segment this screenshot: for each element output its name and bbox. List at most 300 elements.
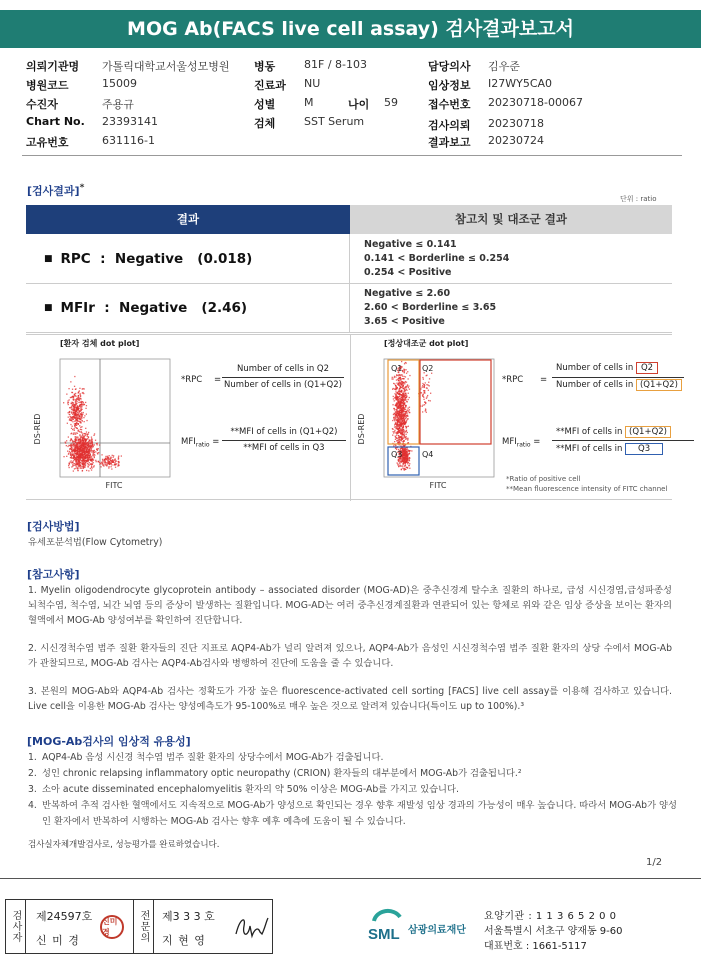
plot-dot [75, 424, 76, 425]
plot-dot [397, 412, 398, 413]
plot-dot [395, 411, 396, 412]
plot-dot [396, 399, 397, 400]
plot-dot [403, 463, 404, 464]
plot-dot [95, 451, 96, 452]
plot-dot [407, 371, 408, 372]
plot-dot [396, 374, 397, 375]
plot-dot [83, 412, 84, 413]
plot-dot [406, 413, 407, 414]
result-heading: [검사결과]* [27, 182, 85, 198]
plot-dot [405, 426, 406, 427]
plot-dot [403, 396, 404, 397]
plot-dot [75, 464, 76, 465]
reference-paragraph-2: 2. 시신경척수염 범주 질환 환자들의 진단 지표로 AQP4-Ab가 널리 알려져 있으나, AQP4-Ab가 음성인 시신경척수염 범주 질환 환자의 상당 수에서 MOG-Ab가 관찰되므로, MOG-Ab 검사는 AQP4-Ab검사와 병행하여 진단에 도움을 줄 수 있습니다. [28, 643, 672, 669]
plot-dot [74, 453, 75, 454]
mfi-numerator: **MFI of cells in (Q1+Q2) [230, 427, 338, 437]
info-label: Chart No. [26, 115, 85, 128]
plot-dot [73, 432, 74, 433]
plot-dot [86, 405, 87, 406]
plot-dot [396, 440, 397, 441]
plot-dot [78, 418, 79, 419]
plot-dot [70, 407, 71, 408]
plot-dot [73, 463, 74, 464]
plot-dot [77, 412, 78, 413]
plot-dot [118, 461, 119, 462]
patient-dot-plot [34, 351, 174, 491]
plot-dot [118, 458, 119, 459]
plot-dot [401, 402, 402, 403]
plot-dot [74, 405, 75, 406]
plot-dot [78, 396, 79, 397]
plot-dot [115, 467, 116, 468]
plot-dot [424, 384, 425, 385]
plot-dot [77, 407, 78, 408]
plot-dot [409, 389, 410, 390]
plot-dot [109, 455, 110, 456]
plot-dot [409, 463, 410, 464]
plot-dot [78, 406, 79, 407]
plot-dot [84, 415, 85, 416]
plot-dot [401, 394, 402, 395]
plot-dot [406, 389, 407, 390]
plot-dot [80, 437, 81, 438]
plot-dot [402, 434, 403, 435]
plot-dot [67, 400, 68, 401]
tester-name: 신 미 경 [36, 934, 80, 947]
plot-dot [88, 432, 89, 433]
plot-dot [77, 428, 78, 429]
info-label: 담당의사 [428, 60, 471, 73]
info-value: 631116-1 [102, 134, 155, 147]
plot-dot [85, 462, 86, 463]
plot-dot [76, 422, 77, 423]
plot-dot [71, 428, 72, 429]
plot-dot [91, 469, 92, 470]
plot-dot [405, 399, 406, 400]
plot-dot [71, 462, 72, 463]
unit-label: 단위 : ratio [620, 195, 657, 203]
plot-dot [409, 450, 410, 451]
info-value: 15009 [102, 77, 137, 90]
plot-dot [425, 402, 426, 403]
plot-dot [71, 439, 72, 440]
doctor-name: 지 현 영 [162, 934, 206, 947]
plot-dot [392, 428, 393, 429]
plot-dot [77, 452, 78, 453]
plot-dot [75, 403, 76, 404]
plot-dot [75, 446, 76, 447]
plot-dot [83, 458, 84, 459]
plot-dot [396, 438, 397, 439]
plot-dot [398, 435, 399, 436]
plot-dot [404, 452, 405, 453]
plot-dot [73, 458, 74, 459]
plot-dot [76, 409, 77, 410]
plot-dot [85, 428, 86, 429]
plot-dot [111, 464, 112, 465]
plot-dot [68, 453, 69, 454]
plot-dot [66, 440, 67, 441]
plot-dot [428, 400, 429, 401]
plot-dot [81, 468, 82, 469]
plot-dot [395, 387, 396, 388]
plot-dot [87, 463, 88, 464]
plot-dot [112, 455, 113, 456]
plot-dot [401, 361, 402, 362]
plot-dot [403, 419, 404, 420]
plot-dot [426, 375, 427, 376]
plot-dot [89, 462, 90, 463]
plot-dot [74, 456, 75, 457]
plot-dot [422, 387, 423, 388]
plot-dot [401, 430, 402, 431]
plot-dot [397, 424, 398, 425]
plot-dot [404, 400, 405, 401]
plot-dot [405, 405, 406, 406]
plot-dot [75, 439, 76, 440]
plot-dot [71, 447, 72, 448]
age-label: 나이 [348, 98, 370, 111]
plot-dot [91, 466, 92, 467]
plot-dot [405, 393, 406, 394]
plot-dot [82, 470, 83, 471]
plot-dot [91, 450, 92, 451]
plot-dot [74, 421, 75, 422]
plot-dot [394, 400, 395, 401]
plot-dot [69, 464, 70, 465]
info-value: I27WY5CA0 [488, 77, 553, 90]
plot-dot [90, 443, 91, 444]
plot-dot [397, 398, 398, 399]
plot-dot [399, 420, 400, 421]
control-plot-label: [정상대조군 dot plot] [384, 339, 469, 348]
rpc-numerator: Number of cells in Q2 [236, 364, 330, 374]
plot-dot [395, 436, 396, 437]
info-value: 20230718 [488, 117, 544, 130]
plot-dot [86, 431, 87, 432]
plot-dot [408, 393, 409, 394]
plot-dot [399, 428, 400, 429]
plot-dot [393, 431, 394, 432]
plot-dot [94, 444, 95, 445]
plot-dot [403, 415, 404, 416]
plot-dot [403, 369, 404, 370]
rpc-denominator: Number of cells in (Q1+Q2) [224, 380, 342, 390]
plot-dot [71, 402, 72, 403]
plot-dot [428, 390, 429, 391]
plot-dot [80, 407, 81, 408]
plot-dot [95, 440, 96, 441]
plot-dot [65, 442, 66, 443]
plot-dot [80, 441, 81, 442]
mfir-result: MFIr : Negative (2.46) [60, 300, 248, 316]
plot-dot [98, 452, 99, 453]
plot-dot [68, 388, 69, 389]
plot-dot [93, 451, 94, 452]
plot-dot [83, 449, 84, 450]
plot-dot [82, 452, 83, 453]
plot-dot [85, 443, 86, 444]
plot-dot [74, 430, 75, 431]
plot-dot [84, 465, 85, 466]
plot-dot [77, 436, 78, 437]
plot-dot [399, 375, 400, 376]
info-label: 성별 [254, 98, 276, 111]
list-item: 3. 소아 acute disseminated encephalomyelitis 환자의 약 50% 이상은 MOG-Ab를 가지고 있습니다. [28, 784, 459, 795]
patient-plot-label: [환자 검체 dot plot] [60, 339, 140, 348]
plot-dot [67, 451, 68, 452]
plot-dot [74, 465, 75, 466]
plot-dot [90, 447, 91, 448]
plot-dot [94, 433, 95, 434]
plot-dot [99, 462, 100, 463]
plot-dot [424, 390, 425, 391]
plot-dot [422, 385, 423, 386]
plot-dot [407, 401, 408, 402]
plot-dot [73, 450, 74, 451]
doctor-cell [154, 900, 272, 953]
q4-label: Q4 [422, 450, 434, 459]
plot-dot [76, 442, 77, 443]
plot-dot [405, 397, 406, 398]
plot-dot [398, 426, 399, 427]
rpc-label: *RPC [502, 375, 524, 385]
tester-label: 검사자 [6, 900, 26, 953]
result-table [26, 205, 672, 333]
info-value: 가톨릭대학교서울성모병원 [102, 60, 230, 73]
plot-dot [74, 376, 75, 377]
plot-dot [78, 440, 79, 441]
plot-dot [68, 417, 69, 418]
plot-dot [398, 415, 399, 416]
plot-dot [103, 464, 104, 465]
plot-dot [73, 412, 74, 413]
plot-dot [86, 414, 87, 415]
plot-dot [401, 418, 402, 419]
plot-dot [90, 441, 91, 442]
plot-dot [75, 388, 76, 389]
plot-dot [75, 453, 76, 454]
plot-dot [85, 408, 86, 409]
plot-dot [71, 460, 72, 461]
plot-dot [392, 377, 393, 378]
plot-dot [74, 468, 75, 469]
plot-dot [407, 463, 408, 464]
patient-dots [63, 376, 122, 472]
plot-dot [399, 463, 400, 464]
plot-dot [395, 389, 396, 390]
plot-dot [92, 459, 93, 460]
plot-dot [78, 448, 79, 449]
rpc-denominator: Number of cells in (Q1+Q2) [556, 380, 682, 390]
footer-divider [0, 878, 701, 879]
table-row [26, 284, 672, 333]
plot-dot [407, 438, 408, 439]
plot-dot [404, 430, 405, 431]
page-number: 1/2 [646, 857, 663, 868]
plot-dot [401, 433, 402, 434]
plot-dot [404, 465, 405, 466]
plot-dot [398, 441, 399, 442]
plot-dot [405, 431, 406, 432]
plot-dot [394, 409, 395, 410]
plot-dot [66, 394, 67, 395]
plot-dot [80, 465, 81, 466]
plot-dot [395, 428, 396, 429]
plot-dot [70, 433, 71, 434]
mfi-denominator: **MFI of cells in Q3 [556, 444, 663, 454]
plot-dot [101, 462, 102, 463]
plot-dot [404, 382, 405, 383]
plot-dot [81, 445, 82, 446]
plot-dot [103, 461, 104, 462]
plot-dot [111, 468, 112, 469]
plot-dot [77, 467, 78, 468]
plot-dot [78, 460, 79, 461]
plot-dot [75, 442, 76, 443]
plot-dot [406, 373, 407, 374]
plot-dot [106, 462, 107, 463]
plot-dot [87, 466, 88, 467]
plot-dot [406, 427, 407, 428]
plot-dot [78, 392, 79, 393]
plot-dot [403, 454, 404, 455]
plot-dot [74, 393, 75, 394]
plot-dot [398, 411, 399, 412]
col-reference-header: 참고치 및 대조군 결과 [350, 205, 672, 234]
plot-dot [422, 411, 423, 412]
plot-dot [79, 399, 80, 400]
plot-dot [395, 416, 396, 417]
plot-dot [106, 465, 107, 466]
q3-label: Q3 [391, 450, 403, 459]
plot-dot [401, 416, 402, 417]
signature-icon [232, 912, 270, 942]
plot-dot [67, 446, 68, 447]
plot-dot [77, 409, 78, 410]
plot-dot [401, 469, 402, 470]
plot-dot [63, 402, 64, 403]
plot-dot [88, 470, 89, 471]
plot-dot [426, 398, 427, 399]
plot-dot [404, 413, 405, 414]
plot-dot [88, 436, 89, 437]
plot-dot [393, 383, 394, 384]
plot-dot [398, 459, 399, 460]
plot-dot [96, 461, 97, 462]
plot-dot [68, 412, 69, 413]
plot-dot [84, 461, 85, 462]
plot-dot [408, 378, 409, 379]
plot-dot [402, 427, 403, 428]
mfi-numerator: **MFI of cells in (Q1+Q2) [556, 427, 671, 437]
plot-dot [113, 457, 114, 458]
plot-dot [105, 460, 106, 461]
plot-dot [112, 459, 113, 460]
bullet-icon: ■ [44, 303, 53, 313]
info-block [0, 0, 701, 160]
plot-dot [93, 435, 94, 436]
plot-dot [408, 426, 409, 427]
plot-dot [118, 463, 119, 464]
plot-dot [392, 435, 393, 436]
plot-dot [71, 466, 72, 467]
plot-dot [76, 443, 77, 444]
plot-dot [404, 383, 405, 384]
plot-dot [80, 418, 81, 419]
plot-dot [425, 410, 426, 411]
plot-dot [427, 395, 428, 396]
plot-dot [406, 455, 407, 456]
plot-dot [76, 459, 77, 460]
plot-dot [402, 429, 403, 430]
plot-dot [398, 429, 399, 430]
reference-heading: [참고사항] [27, 568, 80, 581]
plot-dot [399, 409, 400, 410]
plot-dot [424, 404, 425, 405]
plot-dot [75, 418, 76, 419]
plot-dot [404, 433, 405, 434]
plot-dot [74, 459, 75, 460]
plot-dot [83, 466, 84, 467]
footnote-mfi: **Mean fluorescence intensity of FITC channel [506, 485, 668, 493]
q1-label: Q1 [391, 364, 403, 373]
mfi-denominator: **MFI of cells in Q3 [243, 443, 325, 453]
plot-dot [108, 459, 109, 460]
plot-dot [68, 436, 69, 437]
plot-dot [395, 391, 396, 392]
plot-dot [90, 454, 91, 455]
plot-dot [405, 437, 406, 438]
plot-dot [81, 426, 82, 427]
plot-dot [79, 434, 80, 435]
plot-dot [398, 418, 399, 419]
plot-dot [118, 456, 119, 457]
plot-dot [79, 452, 80, 453]
plot-dot [76, 425, 77, 426]
plot-dot [401, 462, 402, 463]
plot-dot [82, 435, 83, 436]
plot-dot [91, 448, 92, 449]
age-value: 59 [384, 96, 398, 109]
plot-dot [83, 451, 84, 452]
plot-dot [74, 428, 75, 429]
plot-dot [78, 439, 79, 440]
plot-dot [82, 401, 83, 402]
list-item: 1. AQP4-Ab 음성 시신경 척수염 범주 질환 환자의 상당수에서 MOG-Ab가 검출됩니다. [28, 752, 384, 763]
x-axis-label: FITC [105, 481, 123, 490]
plot-dot [70, 452, 71, 453]
plot-dot [77, 444, 78, 445]
plot-dot [87, 447, 88, 448]
plot-dot [86, 456, 87, 457]
plot-dot [83, 455, 84, 456]
plot-dot [403, 407, 404, 408]
plot-dot [403, 383, 404, 384]
plot-dot [405, 376, 406, 377]
plot-dot [396, 410, 397, 411]
plot-dot [84, 467, 85, 468]
plot-dot [91, 464, 92, 465]
plot-dot [403, 401, 404, 402]
plot-dot [86, 451, 87, 452]
plot-dot [68, 404, 69, 405]
x-axis-label: FITC [429, 481, 447, 490]
plot-dot [92, 441, 93, 442]
plot-dot [74, 451, 75, 452]
plot-dot [87, 445, 88, 446]
plot-dot [75, 393, 76, 394]
